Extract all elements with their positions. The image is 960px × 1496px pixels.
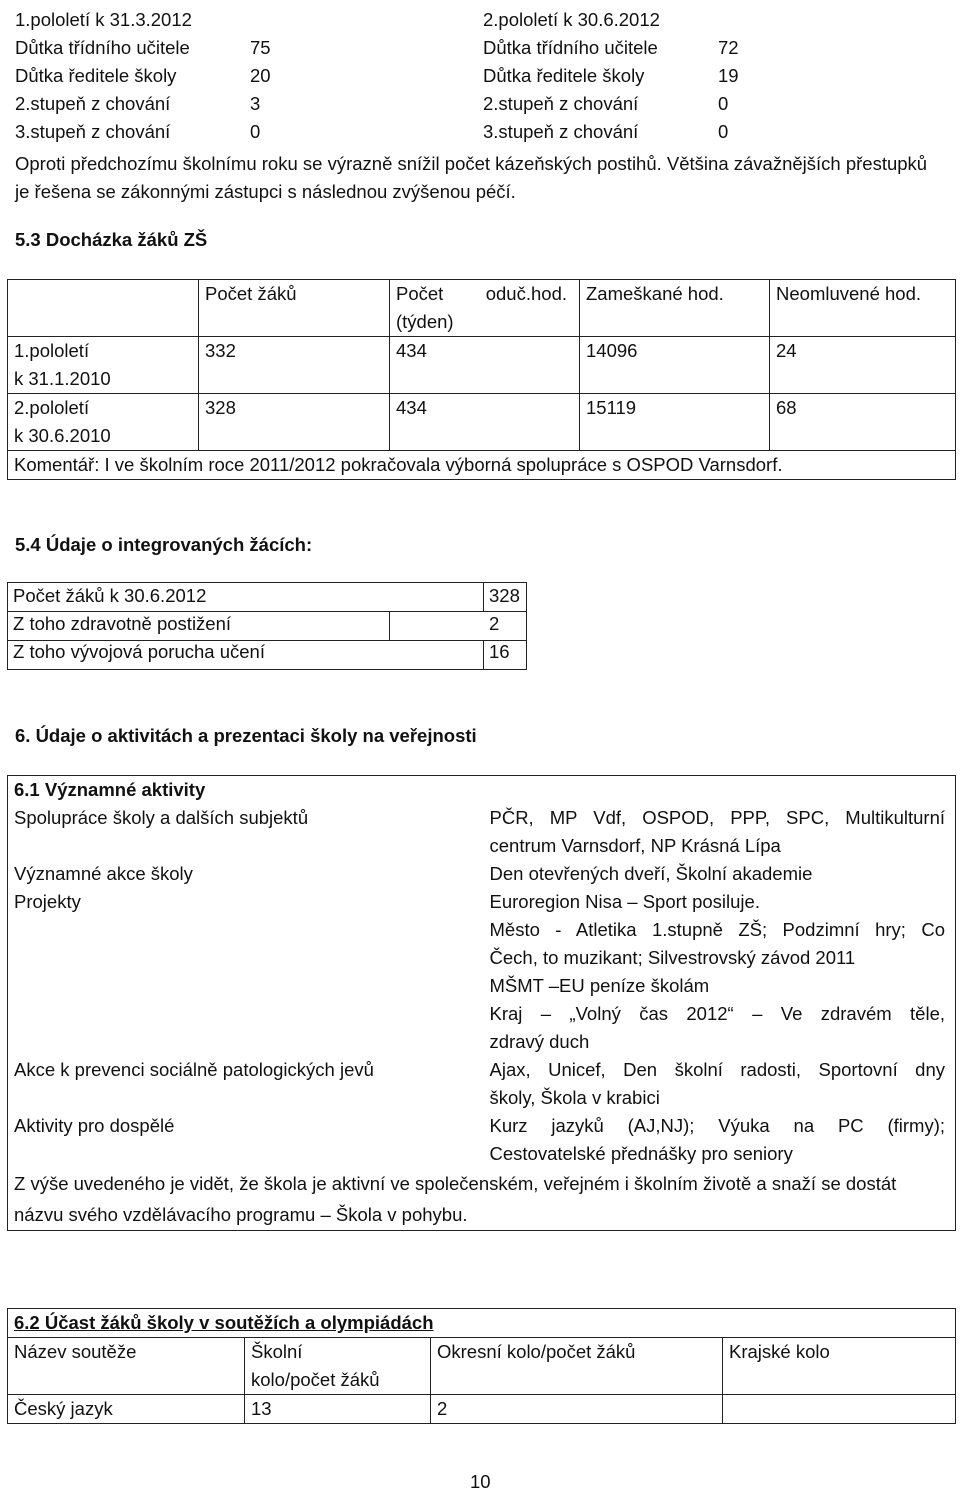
table-cell: 2.stupeň z chování — [15, 93, 171, 114]
table-row — [15, 118, 775, 146]
table-cell: Důtka třídního učitele — [15, 37, 190, 58]
table-header-cell: Zameškané hod. — [580, 280, 770, 337]
integrated-heading: 5.4 Údaje o integrovaných žácích: — [15, 534, 313, 555]
table-cell — [8, 394, 199, 451]
table-cell: 328 — [199, 394, 390, 451]
divider — [7, 640, 527, 641]
table-row — [8, 337, 956, 394]
table-cell: 72 — [718, 37, 739, 58]
table-header-cell: Počet žáků — [199, 280, 390, 337]
row-label: Počet žáků k 30.6.2012 — [13, 585, 207, 606]
table-cell: 24 — [770, 337, 956, 394]
activity-line: Euroregion Nisa – Sport posiluje. — [489, 891, 760, 912]
table-cell: 0 — [718, 121, 729, 142]
header-line: kolo/počet žáků — [251, 1369, 380, 1390]
table-cell: 1.pololetí k 31.3.2012 — [15, 9, 192, 30]
table-cell: 19 — [718, 65, 739, 86]
table-cell: 15119 — [580, 394, 770, 451]
activity-label: Projekty — [8, 888, 484, 1056]
activity-line: Kraj – „Volný čas 2012“ – Ve zdravém těle, — [489, 1003, 946, 1024]
page-number: 10 — [470, 1471, 491, 1492]
table-header-cell: Název soutěže — [8, 1338, 245, 1395]
table-cell: 434 — [390, 337, 580, 394]
table-row — [8, 451, 956, 480]
activity-value — [484, 860, 956, 888]
table-cell: 14096 — [580, 337, 770, 394]
table-cell: 3 — [250, 93, 261, 114]
period-line: k 31.1.2010 — [14, 368, 111, 389]
period-line: k 30.6.2010 — [14, 425, 111, 446]
divider — [389, 611, 390, 640]
table-cell: 16 — [489, 641, 510, 662]
divider — [483, 582, 484, 611]
header-word: oduč.hod. — [485, 283, 567, 304]
table-cell: 434 — [390, 394, 580, 451]
integrated-table-frame — [7, 582, 527, 670]
table-cell — [250, 6, 483, 34]
table-cell: 13 — [245, 1395, 431, 1424]
table-header-cell — [245, 1338, 431, 1395]
activity-label: Aktivity pro dospělé — [8, 1112, 484, 1168]
activity-line: zdravý duch — [489, 1031, 590, 1052]
activity-line: MŠMT –EU peníze školám — [489, 975, 710, 996]
table-cell: 3.stupeň z chování — [483, 121, 639, 142]
activities-table — [7, 775, 956, 1231]
table-cell: 2 — [431, 1395, 723, 1424]
table-header-row — [8, 1338, 956, 1395]
discipline-table — [15, 6, 775, 146]
activity-value — [484, 1112, 956, 1168]
row-label: Z toho vývojová porucha učení — [13, 641, 265, 662]
header-line: Školní — [251, 1341, 303, 1362]
activity-value — [484, 1056, 956, 1112]
table-cell: 2.stupeň z chování — [483, 93, 639, 114]
attendance-table — [7, 279, 956, 480]
table-header-cell — [390, 280, 580, 337]
table-cell: 0 — [718, 93, 729, 114]
activity-line: školy, Škola v krabici — [489, 1087, 660, 1108]
table-header-row — [8, 1309, 956, 1338]
activity-label: Významné akce školy — [8, 860, 484, 888]
competitions-heading: 6.2 Účast žáků školy v soutěžích a olympiádách — [8, 1309, 956, 1338]
table-cell: Důtka třídního učitele — [483, 37, 658, 58]
table-header-row — [8, 776, 956, 805]
attendance-heading: 5.3 Docházka žáků ZŠ — [15, 229, 208, 250]
activity-line: Ajax, Unicef, Den školní radosti, Sportovní dny — [489, 1059, 946, 1080]
attendance-comment: Komentář: I ve školním roce 2011/2012 pokračovala výborná spolupráce s OSPOD Varnsdorf. — [8, 451, 956, 480]
table-header-row — [8, 280, 956, 337]
activity-line: PČR, MP Vdf, OSPOD, PPP, SPC, Multikulturní — [489, 807, 946, 828]
table-row — [8, 1112, 956, 1168]
activity-line: Cestovatelské přednášky pro seniory — [489, 1143, 793, 1164]
header-word: Počet — [396, 283, 444, 304]
table-row — [15, 34, 775, 62]
period-line: 2.pololetí — [14, 397, 90, 418]
table-row — [8, 1056, 956, 1112]
activity-value — [484, 804, 956, 860]
activity-line: centrum Varnsdorf, NP Krásná Lípa — [489, 835, 781, 856]
header-line: (týden) — [396, 311, 454, 332]
table-cell: Důtka ředitele školy — [483, 65, 645, 86]
table-cell — [723, 1395, 956, 1424]
table-cell: 3.stupeň z chování — [15, 121, 171, 142]
table-cell: 328 — [489, 585, 520, 606]
table-row — [15, 6, 775, 34]
table-cell: 2 — [489, 613, 500, 634]
table-cell — [718, 6, 775, 34]
divider — [7, 611, 527, 612]
table-cell: Český jazyk — [8, 1395, 245, 1424]
table-row — [8, 804, 956, 860]
activity-line: Den otevřených dveří, Školní akademie — [489, 863, 813, 884]
competitions-table — [7, 1308, 956, 1424]
divider — [483, 640, 484, 670]
table-cell: Důtka ředitele školy — [15, 65, 177, 86]
table-row — [8, 860, 956, 888]
row-label: Z toho zdravotně postižení — [13, 613, 232, 634]
table-row — [8, 888, 956, 1056]
table-header-cell — [8, 280, 199, 337]
table-cell: 2.pololetí k 30.6.2012 — [483, 9, 660, 30]
table-header-cell: Krajské kolo — [723, 1338, 956, 1395]
activity-line: Kurz jazyků (AJ,NJ); Výuka na PC (firmy); — [489, 1115, 946, 1136]
table-row — [15, 62, 775, 90]
table-cell: 0 — [250, 121, 261, 142]
table-header-cell: Okresní kolo/počet žáků — [431, 1338, 723, 1395]
activity-label: Akce k prevenci sociálně patologických jevů — [8, 1056, 484, 1112]
table-header-cell: Neomluvené hod. — [770, 280, 956, 337]
activities-subheading: 6.1 Významné aktivity — [8, 776, 956, 805]
discipline-comment: Oproti předchozímu školnímu roku se výrazně snížil počet kázeňských postihů. Většina závažnějších přestupků je řešena se zákonnými zástupci s následnou zvýšenou péčí. — [15, 153, 928, 202]
table-cell — [8, 337, 199, 394]
activity-label: Spolupráce školy a dalších subjektů — [8, 804, 484, 860]
table-cell: 75 — [250, 37, 271, 58]
activity-line: Město - Atletika 1.stupně ZŠ; Podzimní hry; Co — [489, 919, 946, 940]
table-row — [15, 90, 775, 118]
activities-summary: Z výše uvedeného je vidět, že škola je aktivní ve společenském, veřejném i školním životě a snaží se dostát názvu svého vzdělávacího programu – Škola v pohybu. — [8, 1168, 956, 1231]
table-cell: 68 — [770, 394, 956, 451]
table-cell: 332 — [199, 337, 390, 394]
activity-value — [484, 888, 956, 1056]
section6-heading: 6. Údaje o aktivitách a prezentaci školy na veřejnosti — [15, 725, 477, 746]
activity-line: Čech, to muzikant; Silvestrovský závod 2011 — [489, 947, 856, 968]
table-cell: 20 — [250, 65, 271, 86]
period-line: 1.pololetí — [14, 340, 90, 361]
table-row — [8, 1168, 956, 1231]
table-row — [8, 394, 956, 451]
table-row — [8, 1395, 956, 1424]
